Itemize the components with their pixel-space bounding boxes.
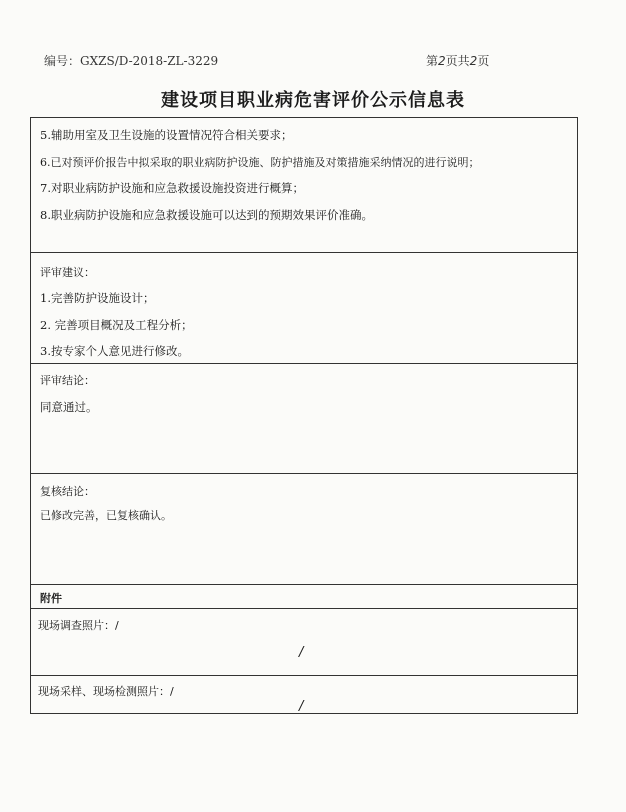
review-item: 8.职业病防护设施和应急救援设施可以达到的预期效果评价准确。 <box>40 208 373 222</box>
divider-review-items <box>30 252 578 253</box>
page-title: 建设项目职业病危害评价公示信息表 <box>161 90 465 111</box>
page-middle: 页共 <box>445 54 470 68</box>
divider-suggestions <box>30 363 578 364</box>
table-top-border <box>30 117 578 118</box>
divider-conclusion <box>30 473 578 474</box>
conclusion-text: 同意通过。 <box>40 400 98 414</box>
review-item: 6.已对预评价报告中拟采取的职业病防护设施、防护措施及对策措施采纳情况的进行说明； <box>40 156 480 169</box>
sampling-photos-label: 现场采样、现场检测照片：/ <box>38 685 174 698</box>
review-item: 7.对职业病防护设施和应急救援设施投资进行概算； <box>40 181 304 195</box>
divider-attachments-header <box>30 608 578 609</box>
page-total: 2 <box>469 54 478 68</box>
suggestion-item: 3.按专家个人意见进行修改。 <box>40 344 189 358</box>
page-current: 2 <box>438 54 446 68</box>
attachments-label: 附件 <box>40 592 62 605</box>
recheck-label: 复核结论： <box>40 485 95 498</box>
recheck-text: 已修改完善，已复核确认。 <box>40 509 172 522</box>
suggestion-item: 2. 完善项目概况及工程分析； <box>40 318 193 332</box>
review-item: 5.辅助用室及卫生设施的设置情况符合相关要求； <box>40 128 293 142</box>
site-photos-label: 现场调查照片：/ <box>38 619 119 632</box>
sampling-photos-mark: / <box>299 699 304 714</box>
table-bottom-border <box>30 713 578 714</box>
suggestion-item: 1.完善防护设施设计； <box>40 291 155 305</box>
page-suffix: 页 <box>477 54 490 68</box>
document-number: 编号：GXZS/D-2018-ZL-3229 <box>44 54 219 68</box>
page-prefix: 第 <box>426 54 439 68</box>
page-indicator <box>426 52 489 69</box>
suggestions-label: 评审建议： <box>40 266 95 279</box>
conclusion-label: 评审结论： <box>40 374 95 387</box>
site-photos-mark: / <box>299 645 304 660</box>
divider-site-photos <box>30 675 578 676</box>
divider-recheck <box>30 584 578 585</box>
